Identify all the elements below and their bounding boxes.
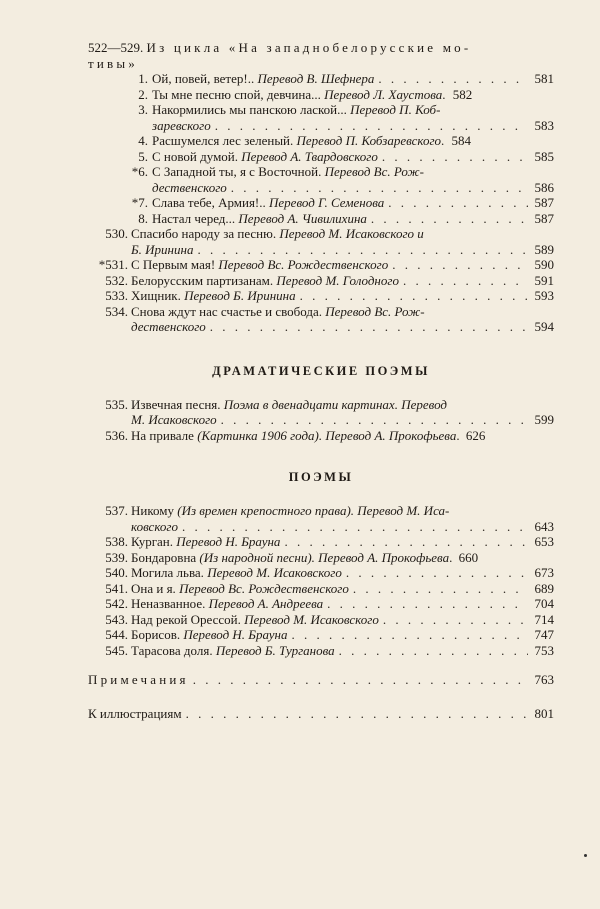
section-title-dramatic-poems: ДРАМАТИЧЕСКИЕ ПОЭМЫ <box>212 363 430 378</box>
page-number: 593 <box>534 288 554 303</box>
toc-entry[interactable]: 536. На привале (Картинка 1906 года). Перевод А. Прокофьева . . . 626 <box>88 428 554 444</box>
toc-entry-illustrations[interactable]: К иллюстрациям . . . 801 <box>88 706 554 722</box>
page-number: 763 <box>534 672 554 687</box>
page-number: 585 <box>534 148 554 164</box>
page-number: 591 <box>534 272 554 288</box>
toc-entry[interactable]: 534. Снова ждут нас счастье и свобода. Перевод Вс. Рож- <box>105 303 425 319</box>
page-number: 594 <box>534 319 554 334</box>
toc-entry-522-529[interactable] <box>88 40 554 56</box>
toc-subentry[interactable]: 5. С новой думой. Перевод А. Твардовского . . . 585 <box>88 149 554 165</box>
page-number: 673 <box>534 565 554 580</box>
toc-subentry[interactable]: *6. С Западной ты, я с Восточной. Перевод Вс. Рож- <box>131 164 424 179</box>
toc-entry[interactable]: 539. Бондаровна (Из народной песни). Перевод А. Прокофьева . . . 660 <box>88 550 554 566</box>
page-number: 689 <box>534 580 554 596</box>
toc-entry[interactable]: 543. Над рекой Орессой. Перевод М. Исаковского . . . 714 <box>88 612 554 628</box>
toc-entry[interactable]: 537. Никому (Из времен крепостного права). Перевод М. Иса- <box>105 503 450 518</box>
page-number: 584 <box>451 133 472 148</box>
toc-entry[interactable]: 541. Она и я. Перевод Вс. Рождественского . . . 689 <box>88 581 554 597</box>
page-number: 653 <box>534 534 554 549</box>
toc-entry[interactable]: 538. Курган. Перевод Н. Брауна . . . 653 <box>88 534 554 550</box>
toc-subentry[interactable]: 1. Ой, повей, ветер!.. Перевод В. Шефнера . . . 581 <box>88 71 554 87</box>
section-title-poems: ПОЭМЫ <box>288 470 354 484</box>
print-speck <box>584 854 587 857</box>
toc-subentry[interactable]: 3. Накормились мы панскою лаской... Перевод П. Коб- <box>138 102 441 117</box>
page-number: 587 <box>534 195 554 210</box>
page-number: 643 <box>534 518 554 534</box>
page-number: 747 <box>534 627 554 642</box>
table-of-contents <box>88 40 554 721</box>
page-number: 583 <box>534 117 554 133</box>
page-number: 582 <box>452 86 473 102</box>
toc-entry[interactable]: 532. Белорусским партизанам. Перевод М. Голодного . . . 591 <box>88 273 554 289</box>
toc-subentry-cont: заревского . . . 583 <box>88 118 554 134</box>
page-number: 626 <box>465 427 486 443</box>
entry-title-cont: тивы» <box>88 55 139 71</box>
entry-number: 522—529. <box>88 40 144 55</box>
toc-entry[interactable]: 545. Тарасова доля. Перевод Б. Турганова . . . 753 <box>88 643 554 659</box>
toc-entry-cont: дественского . . . 594 <box>88 319 554 335</box>
page-number: 660 <box>458 549 479 565</box>
page-number: 599 <box>534 412 554 427</box>
page-number: 714 <box>534 611 554 627</box>
page-number: 587 <box>534 210 554 226</box>
toc-subentry[interactable]: *7. Слава тебе, Армия!.. Перевод Г. Семенова . . . 587 <box>88 195 554 211</box>
toc-entry-cont: Б. Иринина . . . 589 <box>88 242 554 258</box>
toc-subentry[interactable]: 8. Настал черед... Перевод А. Чивилихина . . . 587 <box>88 211 554 227</box>
toc-entry[interactable]: 542. Неназванное. Перевод А. Андреева . . . 704 <box>88 596 554 612</box>
toc-subentry[interactable]: 4. Расшумелся лес зеленый. Перевод П. Кобзаревского . . . 584 <box>88 133 554 149</box>
toc-entry[interactable]: 533. Хищник. Перевод Б. Иринина . . . 593 <box>88 288 554 304</box>
entry-title: Из цикла «На западнобелорусские мо- <box>146 40 472 55</box>
toc-entry[interactable]: 544. Борисов. Перевод Н. Брауна . . . 747 <box>88 627 554 643</box>
page-number: 753 <box>534 642 554 658</box>
page-number: 704 <box>534 596 554 611</box>
toc-entry[interactable]: *531. С Первым мая! Перевод Вс. Рождественского . . . 590 <box>88 257 554 273</box>
page-number: 801 <box>534 705 554 721</box>
toc-entry-cont: М. Исаковского . . . 599 <box>88 412 554 428</box>
toc-subentry[interactable]: 2. Ты мне песню спой, девчина... Перевод Л. Хаустова . . . 582 <box>88 87 554 103</box>
toc-subentry-cont: дественского . . . 586 <box>88 180 554 196</box>
page-number: 590 <box>534 257 554 272</box>
page-number: 589 <box>534 241 554 257</box>
page-number: 586 <box>534 179 554 195</box>
toc-entry-notes[interactable]: Примечания . . . 763 <box>88 672 554 688</box>
toc-entry[interactable]: 530. Спасибо народу за песню. Перевод М. Исаковского и <box>105 226 424 241</box>
toc-entry[interactable]: 540. Могила льва. Перевод М. Исаковского . . . 673 <box>88 565 554 581</box>
toc-entry[interactable]: 535. Извечная песня. Поэма в двенадцати картинах. Перевод <box>105 396 447 412</box>
toc-entry-cont: ковского . . . 643 <box>88 519 554 535</box>
page-number: 581 <box>534 71 554 86</box>
